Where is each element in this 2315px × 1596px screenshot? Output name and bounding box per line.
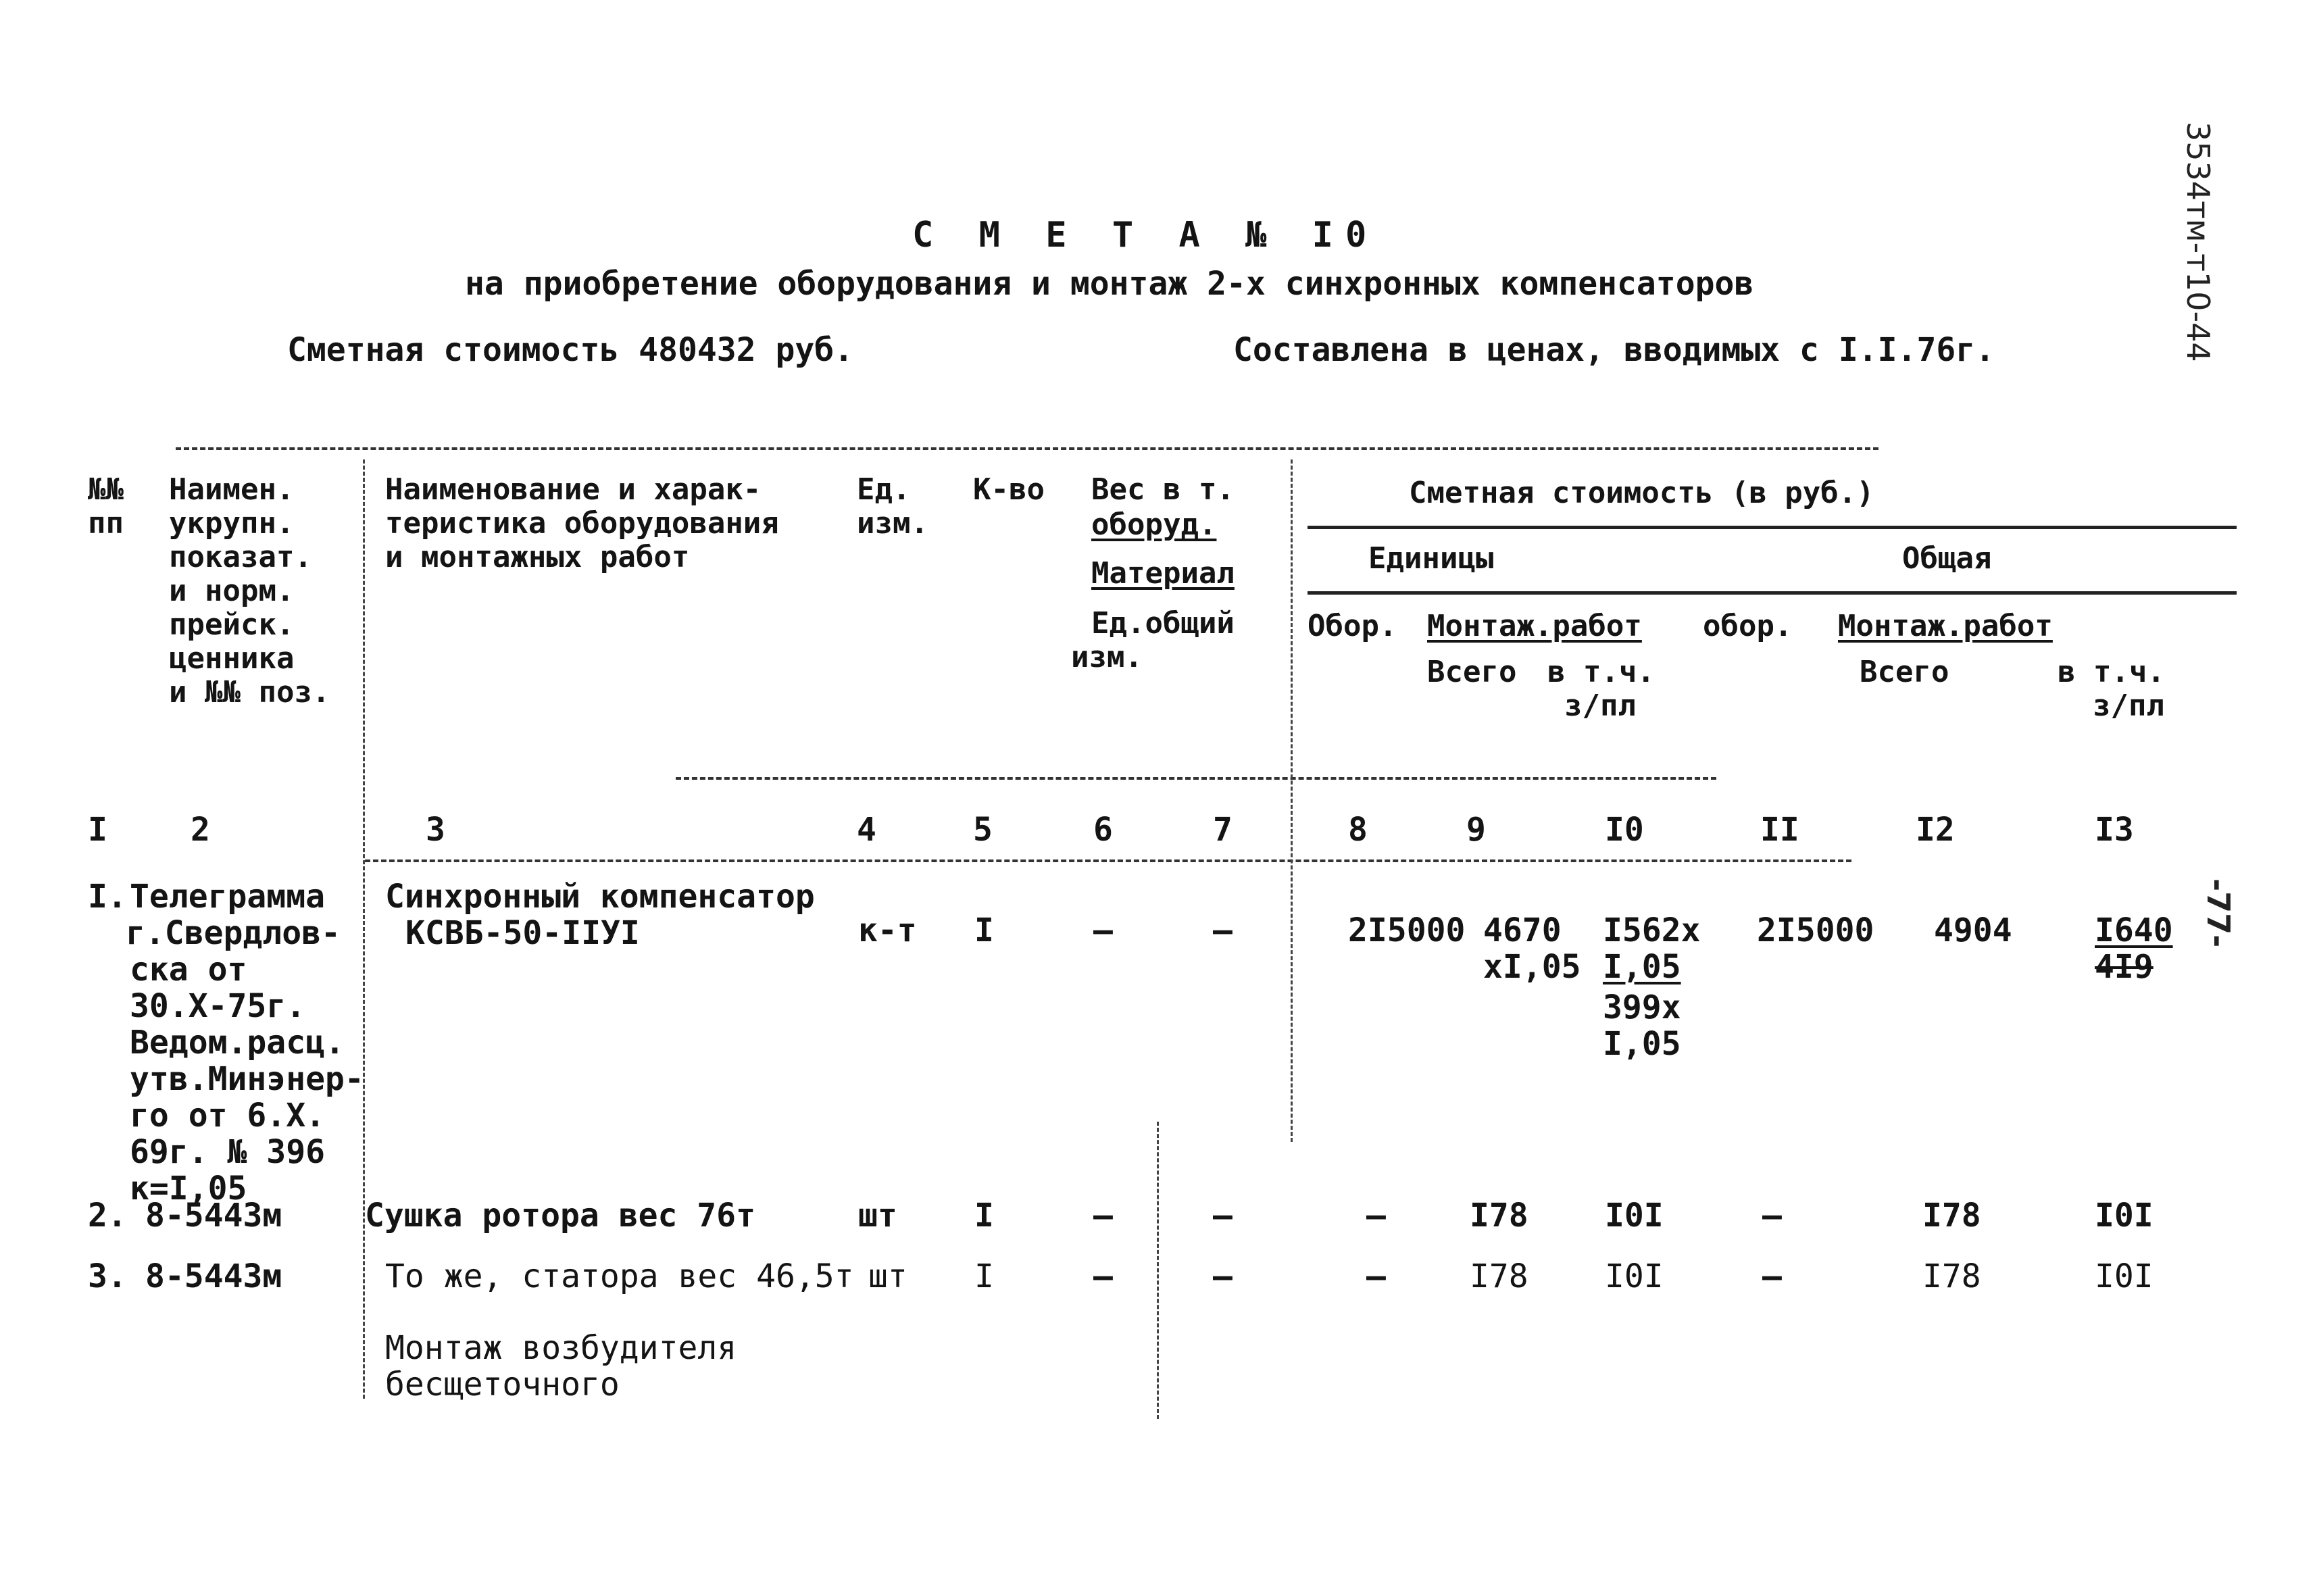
header-total-unit: Всего [1427,655,1517,689]
col-number: II [1760,811,1799,849]
row-ref: 8-5443м [145,1197,282,1235]
header-c67-material: Материал [1091,556,1235,591]
row-weight-material: – [1213,1257,1233,1295]
row-c12: I78 [1922,1197,1981,1235]
cost-group-rule [1308,526,2237,529]
header-unit-group: Единицы [1368,541,1494,576]
header-total-group: Общая [1902,541,1992,576]
table-top-rule [176,447,1878,450]
header-incl-total: в т.ч. з/пл [2058,655,2165,723]
header-c1: №№ пп [88,472,124,541]
prices-note: Составлена в ценах, вводимых с I.I.76г. [1233,331,1995,369]
row-name: То же, статора вес 46,5т [385,1257,854,1295]
header-c67-equip: оборуд. [1091,507,1217,542]
row-c12: I78 [1922,1257,1981,1295]
col-number: 3 [426,811,445,849]
row-unit: шт [858,1197,897,1235]
header-c67-top: Вес в т. [1091,472,1235,507]
col-number: 7 [1213,811,1233,849]
row-c13: I640 4I9 [2095,912,2173,986]
row-qty: I [974,1197,994,1235]
col-number: 2 [191,811,210,849]
document-title: С М Е Т А № I0 [912,215,1379,255]
row-c11: – [1762,1257,1782,1295]
col-number: 5 [973,811,993,849]
header-install-total: Монтаж.работ [1838,609,2053,643]
row-c8: – [1366,1257,1386,1295]
col-number: 8 [1348,811,1368,849]
header-c5: К-во [973,472,1045,507]
row-c13: I0I [2095,1197,2154,1235]
unit-total-rule [1308,591,2237,595]
row-c11: 2I5000 [1757,912,1874,949]
row-name: Сушка ротора вес 76т [365,1197,755,1235]
row-c9: 4670 xI,05 [1483,912,1581,986]
row-c12: 4904 [1934,912,2012,949]
document-subtitle: на приобретение оборудования и монтаж 2-х синхронных компенсаторов [465,265,1754,303]
col-number: I0 [1605,811,1644,849]
estimated-cost: Сметная стоимость 480432 руб. [287,331,854,369]
row-c8: 2I5000 [1348,912,1466,949]
page-mark: -77- [2200,878,2237,948]
col-number: I [88,811,107,849]
header-bottom-rule [676,777,1716,780]
row-unit: к-т [858,912,917,949]
row-weight-equip: – [1093,912,1113,949]
header-equip-total: обор. [1703,609,1793,643]
row-c9: I78 [1470,1257,1528,1295]
header-c3: Наименование и харак- теристика оборудования и монтажных работ [385,472,779,574]
row-weight-equip: – [1093,1257,1113,1295]
row-weight-equip: – [1093,1197,1113,1235]
margin-code: 3534тм-т10-44 [2180,122,2216,362]
row-num: I. [88,878,127,916]
header-c2: Наимен. укрупн. показат. и норм. прейск. ценника и №№ поз. [169,472,330,709]
col-number: I3 [2095,811,2134,849]
row-name: Синхронный компенсатор КСВБ-50-IIУI [385,878,815,952]
trailing-text: Монтаж возбудителя бесщеточного [385,1329,737,1403]
col-number: 6 [1093,811,1113,849]
row-num: 3. [88,1257,127,1295]
row-c10: I0I [1605,1197,1664,1235]
cost-divider [1291,459,1293,1142]
row-ref: Телеграмма г.Свердлов- ска от 30.X-75г. Ведом.расц. утв.Минэнер- го от 6.X. 69г. № 396 к=I,05 [126,878,364,1207]
header-incl-unit: в т.ч. з/пл [1547,655,1655,723]
row-c8: – [1366,1197,1386,1235]
row-c9: I78 [1470,1197,1528,1235]
col-number: 4 [857,811,876,849]
row-c13: I0I [2095,1257,2154,1295]
row-qty: I [974,912,994,949]
header-cost-group: Сметная стоимость (в руб.) [1409,476,1874,510]
col-number: I2 [1916,811,1955,849]
header-total-total: Всего [1860,655,1949,689]
row-qty: I [974,1257,994,1295]
header-c67-units: Ед.общий изм. [1071,606,1235,674]
col-number: 9 [1466,811,1486,849]
row-c10: I562x I,05 399x I,05 [1603,912,1701,1063]
row-weight-material: – [1213,1197,1233,1235]
row-ref: 8-5443м [145,1257,282,1295]
weight-divider [1157,1122,1159,1419]
row-unit: шт [868,1257,907,1295]
row-c10: I0I [1605,1257,1664,1295]
header-c4: Ед. изм. [857,472,928,541]
row-weight-material: – [1213,912,1233,949]
col-numbers-rule [365,859,1851,862]
header-install-unit: Монтаж.работ [1427,609,1642,643]
row-num: 2. [88,1197,127,1235]
row-c11: – [1762,1197,1782,1235]
header-equip-unit: Обор. [1308,609,1397,643]
